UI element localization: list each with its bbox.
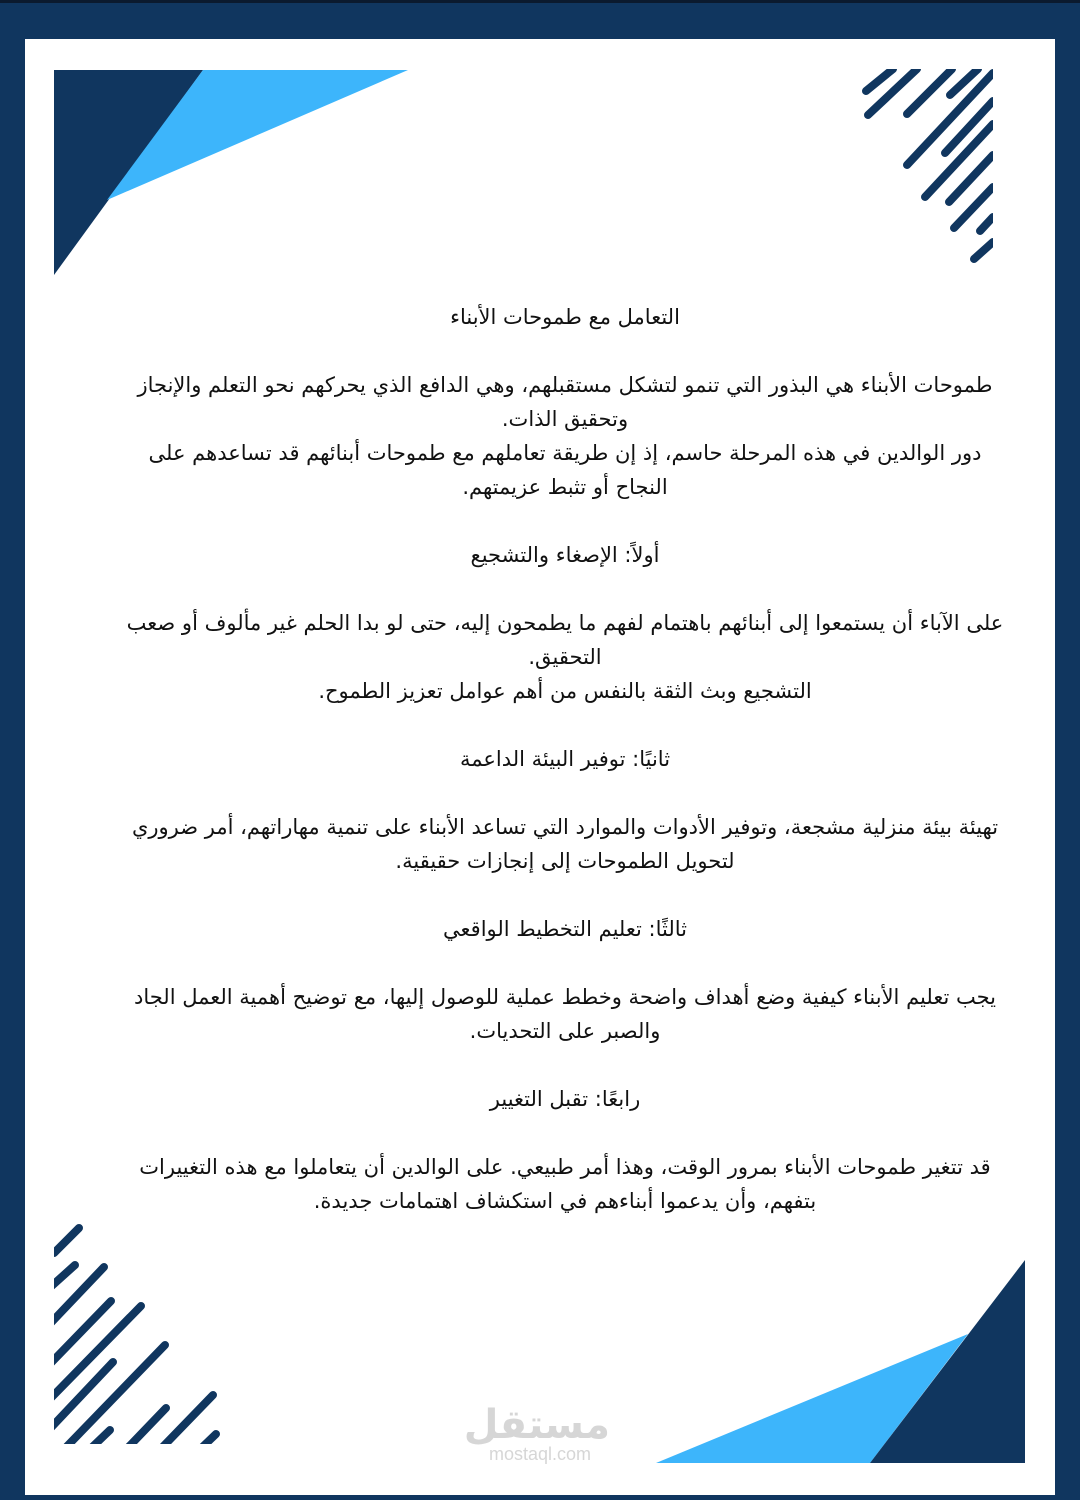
diagonal-stripes-top-right-icon [866,69,993,259]
watermark-logo-arabic: مستقل [463,1402,610,1448]
section-heading-environment: ثانيًا: توفير البيئة الداعمة [459,747,671,771]
top-edge [0,0,1080,3]
section-text-planning: يجب تعليم الأبناء كيفية وضع أهداف واضحة وخطط عملية للوصول إليها، مع توضيح أهمية العمل الجاد والصبر على التحديات. [133,985,996,1043]
section-text-listening-1: على الآباء أن يستمعوا إلى أبنائهم باهتمام لفهم ما يطمحون إليه، حتى لو بدا الحلم غير مألوف أو صعب التحقيق. [126,611,1004,669]
corner-triangles-top-left-icon [54,70,408,275]
section-text-listening-2: التشجيع وبث الثقة بالنفس من أهم عوامل تعزيز الطموح. [318,679,812,703]
section-text-environment: تهيئة بيئة منزلية مشجعة، وتوفير الأدوات والموارد التي تساعد الأبناء على تنمية مهاراتهم، أمر ضروري لتحويل الطموحات إلى إنجازات حقيقية. [131,815,999,873]
section-heading-planning: ثالثًا: تعليم التخطيط الواقعي [443,917,687,941]
section-heading-change: رابعًا: تقبل التغيير [489,1087,641,1111]
mostaql-watermark [463,1402,610,1464]
corner-triangles-bottom-right-icon [656,1260,1025,1463]
intro-line-2: دور الوالدين في هذه المرحلة حاسم، إذ إن طريقة تعاملهم مع طموحات أبنائهم قد تساعدهم على النجاح أو تثبط عزيمتهم. [148,441,982,499]
document-title: التعامل مع طموحات الأبناء [450,305,680,329]
intro-line-1: طموحات الأبناء هي البذور التي تنمو لتشكل مستقبلهم، وهي الدافع الذي يحركهم نحو التعلم والإنجاز وتحقيق الذات. [137,373,993,431]
section-heading-listening: أولاً: الإصغاء والتشجيع [470,543,660,567]
section-text-change: قد تتغير طموحات الأبناء بمرور الوقت، وهذا أمر طبيعي. على الوالدين أن يتعاملوا مع هذه التغييرات بتفهم، وأن يدعموا أبناءهم في استكشاف اهتمامات جديدة. [139,1155,991,1213]
watermark-domain: mostaql.com [488,1444,592,1464]
article-body [125,300,1005,1218]
diagonal-stripes-bottom-left-icon [45,1228,216,1469]
